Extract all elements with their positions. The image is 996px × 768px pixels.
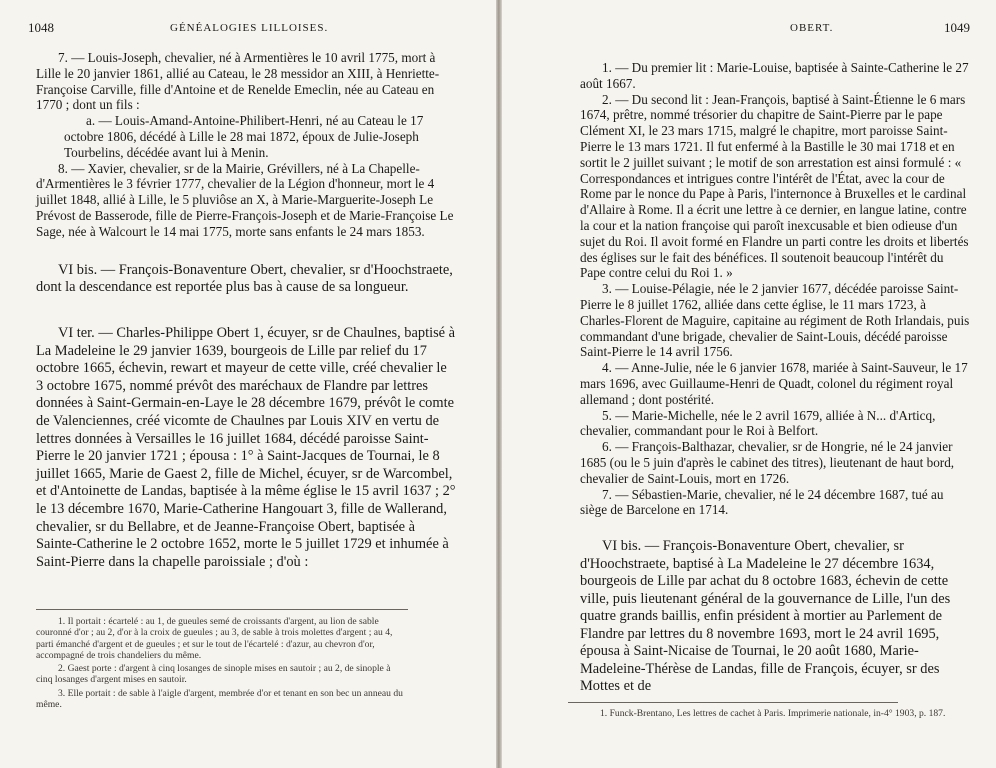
footnotes	[578, 708, 968, 721]
footnote-1: 1. Funck-Brentano, Les lettres de cachet à Paris. Imprimerie nationale, in-4° 1903, p. 187.	[600, 708, 946, 719]
footnotes	[36, 616, 408, 712]
small-entries	[580, 60, 972, 518]
page-number: 1048	[28, 20, 54, 35]
footnote-divider	[36, 609, 408, 610]
entry-6: 6. — François-Balthazar, chevalier, sr de Hongrie, né le 24 janvier 1685 (ou le 5 juin d'après le cabinet des titres), lieutenant de haut bord, chevalier de Saint-Louis, mort en 1726.	[580, 439, 955, 486]
footnote-divider	[568, 702, 898, 703]
entry-8: 8. — Xavier, chevalier, sr de la Mairie, Grévillers, né à La Chapelle-d'Armentières le 3 février 1777, chevalier de la Légion d'honneur, mort le 4 juillet 1848, allié à Lille, le 5 pluviôse an X, à Marie-Marguerite-Joseph Le Prévost de Basserode, fille de Pierre-François-Joseph et de Marie-Françoise Le Sage, née à Walcourt le 14 mai 1775, morte sans enfants le 24 mars 1853.	[36, 160, 454, 239]
footnote-2: 2. Gaest porte : d'argent à cinq losanges de sinople mises en sautoir ; au 2, de sinople à cinq losanges d'argent mises en sautoir.	[36, 663, 391, 686]
entry-4: 4. — Anne-Julie, née le 6 janvier 1678, mariée à Saint-Sauveur, le 17 mars 1696, avec Guillaume-Henri de Quadt, colonel du régiment royal allemand ; dont postérité.	[580, 360, 968, 407]
page-number: 1049	[944, 20, 970, 35]
entry-7: 7. — Louis-Joseph, chevalier, né à Armentières le 10 avril 1775, mort à Lille le 20 janvier 1861, allié au Cateau, le 28 messidor an XIII, à Henriette-Françoise Carville, fille d'Antoine et de Renelde Emeclin, née au Cateau en 1770 ; dont un fils :	[36, 50, 440, 113]
left-page	[0, 0, 496, 768]
paragraph-vi-bis: VI bis. — François-Bonaventure Obert, chevalier, sr d'Hoochstraete, baptisé à La Madeleine le 27 décembre 1634, bourgeois de Lille par achat du 8 octobre 1683, échevin de cette ville, puis lieutenant général de la gouvernance de Lille, l'un des quatre grands baillis, enfin président à mortier au Parlement de Flandre par lettres du 8 novembre 1693, mort le 24 avril 1695, épousa à Saint-Nicaise de Tournai, le 20 août 1680, Marie-Madeleine-Thérèse de Landas, fille de François, écuyer, sr des Mottes et de	[580, 538, 951, 694]
paragraph-vi-bis: VI bis. — François-Bonaventure Obert, chevalier, sr d'Hoochstraete, dont la descendance est reportée plus bas à cause de sa longueur.	[36, 262, 453, 296]
entry-2: 2. — Du second lit : Jean-François, baptisé à Saint-Étienne le 6 mars 1674, prêtre, nommé trésorier du chapitre de Saint-Pierre par le pape Clément XI, le 23 mars 1715, malgré le chapitre, mort paroisse Saint-Pierre le 13 mars 1721. Il fut enfermé à la Bastille le 30 mai 1718 et en sortit le 2 juillet suivant ; le motif de son arrestation est ainsi formulé : « Correspondances et intrigues contre l'intérêt de l'État, avec la cour de Rome par le nonce du Pape à Paris, l'internonce à Bruxelles et le cardinal d'Allaire à Rome. Il a écrit une lettre à ce dernier, en langue latine, contre la cour et la nation françoise qui paroît inexcusable et bien odieuse d'un sujet du Roi. Il avoit formé en Flandre un parti contre les droits et libertés des églises sur le fait des bénéfices. Il soutenoit beaucoup l'intérêt du Pape contre celui du Roi 1. »	[580, 91, 969, 281]
entry-7: 7. — Sébastien-Marie, chevalier, né le 24 décembre 1687, tué au siège de Barcelone en 1714.	[580, 486, 944, 518]
paragraph-vi-ter: VI ter. — Charles-Philippe Obert 1, écuyer, sr de Chaulnes, baptisé à La Madeleine le 29 janvier 1639, bourgeois de Lille par relief du 17 octobre 1665, échevin, rewart et mayeur de cette ville, créé chevalier le 3 octobre 1675, nommé prévôt des maréchaux de Flandre par lettres données à Saint-Germain-en-Laye le 28 décembre 1679, prévôt le comte de Valenciennes, créé vicomte de Chaulnes par Louis XIV en vertu de lettres données à Versailles le 16 juillet 1684, décédé paroisse Saint-Pierre le 20 janvier 1721 ; épousa : 1° à Saint-Jacques de Tournai, le 8 juillet 1665, Marie de Gaest 2, fille de Michel, écuyer, sr de Warcombel, et d'Antoinette de Landas, baptisée à la même église le 15 avril 1637 ; 2° le 13 décembre 1670, Marie-Catherine Hangouart 3, fille de Wallerand, chevalier, sr du Bellabre, et de Jeanne-Françoise Obert, baptisée à Sainte-Catherine le 2 octobre 1652, morte le 5 juillet 1729 et inhumée à Saint-Pierre dans la chapelle paroissiale ; d'où :	[36, 325, 456, 570]
footnote-3: 3. Elle portait : de sable à l'aigle d'argent, membrée d'or et tenant en son bec un anneau du même.	[36, 687, 403, 711]
section-vi-ter	[36, 325, 456, 571]
footnote-1: 1. Il portait : écartelé : au 1, de gueules semé de croissants d'argent, au lion de sable couronné d'or ; au 2, d'or à la croix de gueules ; au 3, de sable à trois molettes d'argent ; au 4, parti émanché d'argent et de gueules ; et sur le tout de l'écartelé : d'azur, au chevron d'or, accompagné de trois chandeliers du même.	[36, 616, 393, 661]
entry-1: 1. — Du premier lit : Marie-Louise, baptisée à Sainte-Catherine le 27 août 1667.	[580, 60, 969, 91]
running-head: GÉNÉALOGIES LILLOISES.	[170, 22, 329, 34]
section-vi-bis	[36, 262, 456, 296]
entry-7a: a. — Louis-Amand-Antoine-Philibert-Henri, né au Cateau le 17 octobre 1806, décédé à Lille le 28 mai 1872, époux de Julie-Joseph Tourbelins, décédée avant lui à Menin.	[64, 113, 424, 160]
small-entries	[36, 50, 456, 240]
running-head: OBERT.	[790, 22, 834, 34]
entry-5: 5. — Marie-Michelle, née le 2 avril 1679, alliée à N... d'Articq, chevalier, commandant pour le Roi à Belfort.	[580, 407, 936, 439]
section-vi-bis	[580, 538, 972, 696]
right-page	[502, 0, 996, 768]
entry-3: 3. — Louise-Pélagie, née le 2 janvier 1677, décédée paroisse Saint-Pierre le 8 juillet 1762, alliée dans cette église, le 11 mars 1723, à Charles-Florent de Maguire, capitaine au régiment de Roth Irlandais, puis commandant d'une brigade, chevalier de Saint-Louis, décédé paroisse Saint-Pierre le 14 avril 1756.	[580, 281, 970, 360]
